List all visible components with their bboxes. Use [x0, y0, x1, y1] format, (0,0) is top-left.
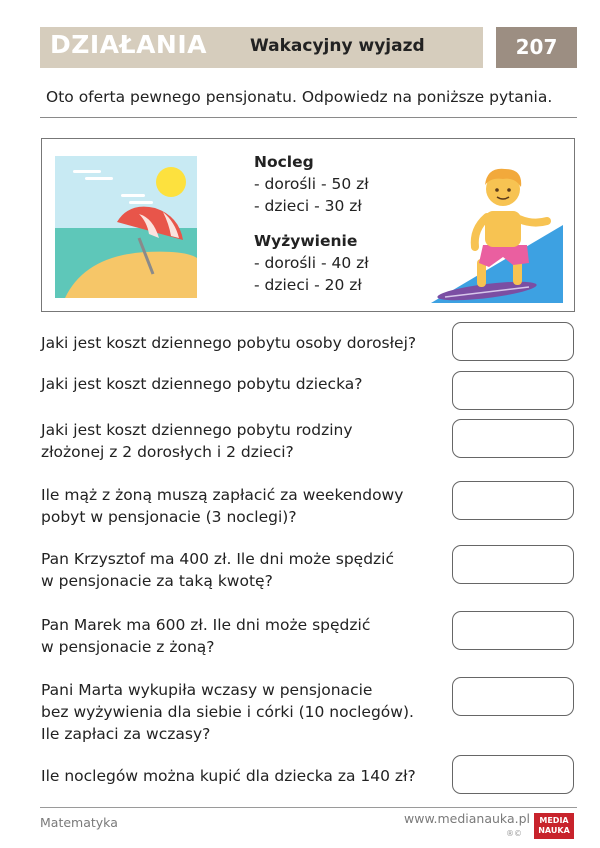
- offer-panel: [41, 138, 575, 312]
- answer-box-8[interactable]: [452, 755, 574, 794]
- answer-box-5[interactable]: [452, 545, 574, 584]
- question-6: Pan Marek ma 600 zł. Ile dni może spędzić w pensjonacie z żoną?: [41, 616, 371, 656]
- question-4: Ile mąż z żoną muszą zapłacić za weekendowy pobyt w pensjonacie (3 noclegi)?: [41, 486, 404, 526]
- website-link[interactable]: www.medianauka.pl: [404, 811, 530, 826]
- page-number: 207: [496, 27, 577, 68]
- instructions: Oto oferta pewnego pensjonatu. Odpowiedz na poniższe pytania.: [46, 88, 553, 106]
- medianauka-logo: [534, 813, 574, 839]
- divider: [40, 117, 577, 118]
- answer-box-6[interactable]: [452, 611, 574, 650]
- logo-line-2: NAUKA: [538, 826, 570, 835]
- question-1: Jaki jest koszt dziennego pobytu osoby dorosłej?: [41, 334, 417, 352]
- nocleg-children-price: - dzieci - 30 zł: [254, 197, 362, 215]
- question-7: Pani Marta wykupiła wczasy w pensjonacie bez wyżywienia dla siebie i córki (10 noclegów). Ile zapłaci za wczasy?: [41, 681, 414, 743]
- rights-mark: ®©: [506, 829, 522, 838]
- surfer-illustration: [429, 163, 565, 303]
- wyzywienie-adults-price: - dorośli - 40 zł: [254, 254, 369, 272]
- answer-box-7[interactable]: [452, 677, 574, 716]
- price-list: [254, 151, 369, 296]
- beach-umbrella-illustration: [55, 156, 197, 298]
- wyzywienie-children-price: - dzieci - 20 zł: [254, 276, 362, 294]
- nocleg-heading: Nocleg: [254, 153, 314, 171]
- question-2: Jaki jest koszt dziennego pobytu dziecka?: [41, 375, 363, 393]
- wyzywienie-heading: Wyżywienie: [254, 232, 358, 250]
- question-5: Pan Krzysztof ma 400 zł. Ile dni może spędzić w pensjonacie za taką kwotę?: [41, 550, 395, 590]
- section-label: DZIAŁANIA: [50, 30, 208, 59]
- question-8: Ile noclegów można kupić dla dziecka za 140 zł?: [41, 767, 416, 785]
- question-3: Jaki jest koszt dziennego pobytu rodziny złożonej z 2 dorosłych i 2 dzieci?: [41, 421, 353, 461]
- subject-label: Matematyka: [40, 815, 118, 830]
- answer-box-1[interactable]: [452, 322, 574, 361]
- nocleg-adults-price: - dorośli - 50 zł: [254, 175, 369, 193]
- header-bar: [40, 27, 483, 68]
- worksheet-title: Wakacyjny wyjazd: [250, 36, 425, 56]
- answer-box-2[interactable]: [452, 371, 574, 410]
- answer-box-4[interactable]: [452, 481, 574, 520]
- footer-divider: [40, 807, 577, 808]
- answer-box-3[interactable]: [452, 419, 574, 458]
- logo-line-1: MEDIA: [539, 816, 569, 825]
